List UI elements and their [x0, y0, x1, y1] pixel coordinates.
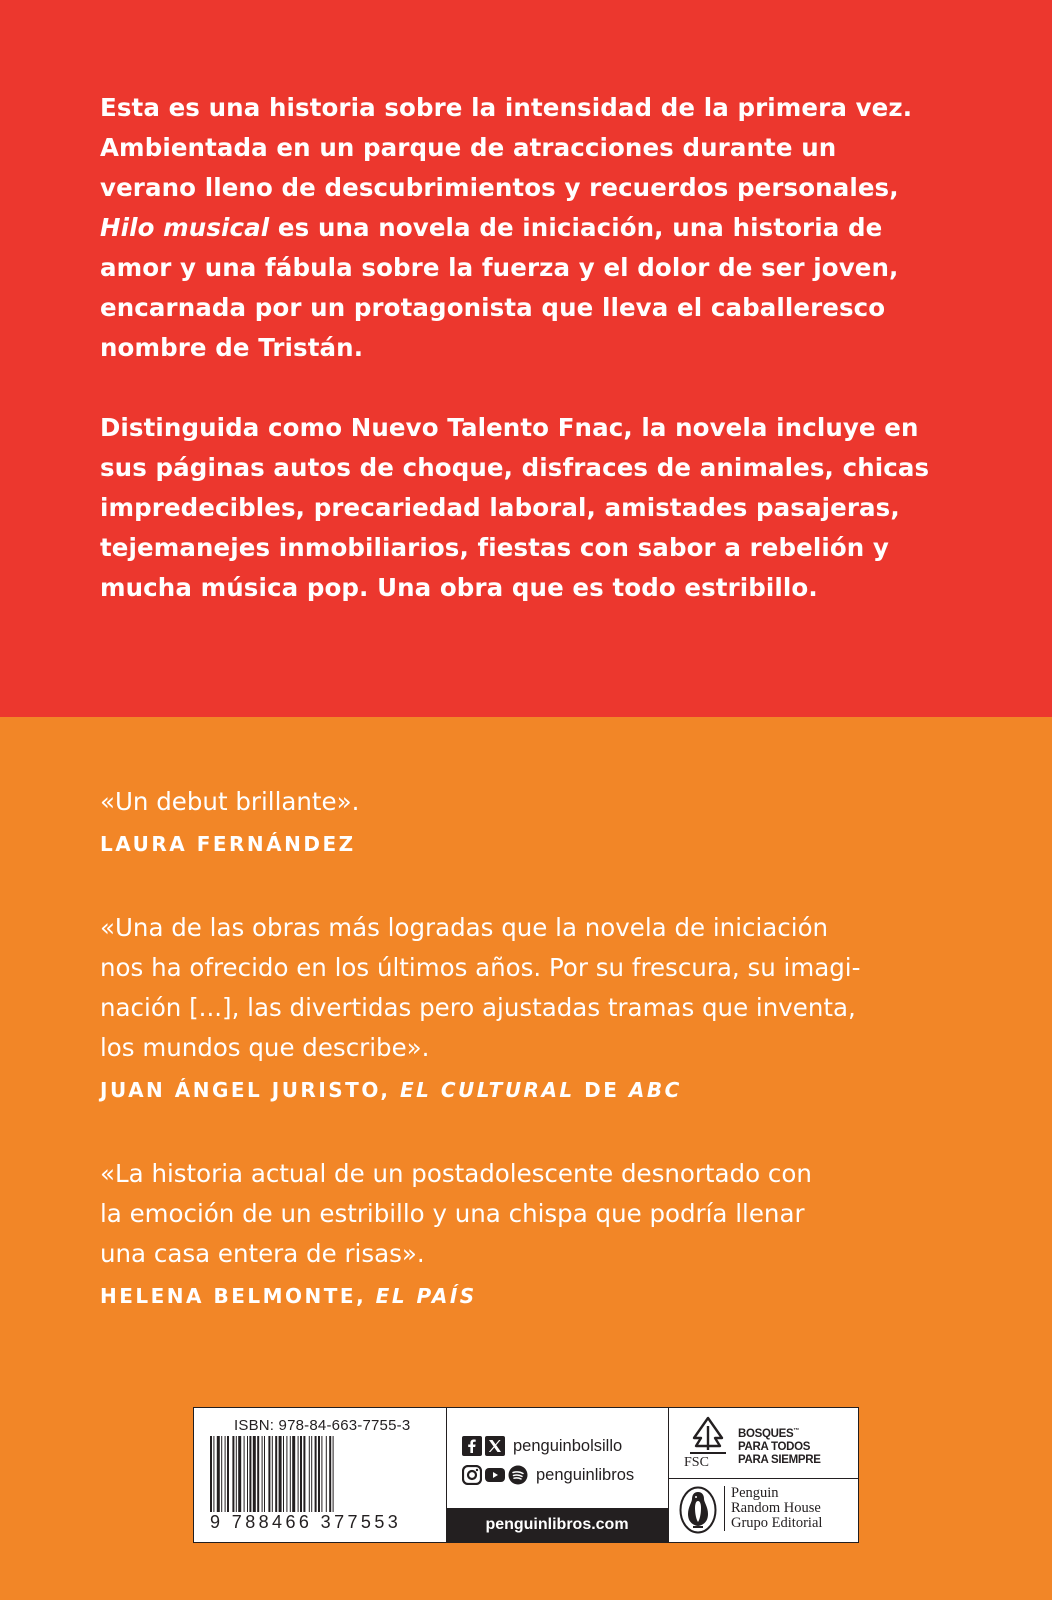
synopsis-paragraph-1 — [100, 88, 930, 368]
fsc-slogan-line — [738, 1425, 821, 1441]
social-row — [462, 1465, 634, 1485]
instagram-icon[interactable] — [462, 1465, 482, 1485]
synopsis-line: amor y una fábula sobre la fuerza y el dolor de ser joven, — [100, 253, 899, 282]
publisher-line: Random House — [731, 1500, 821, 1516]
quote-text — [100, 782, 359, 822]
fsc-slogan-word: BOSQUES — [738, 1427, 794, 1440]
review-quote — [100, 782, 359, 858]
publisher-line: Grupo Editorial — [731, 1515, 823, 1531]
synopsis-line: encarnada por un protagonista que lleva el caballeresco — [100, 293, 886, 322]
book-title: Hilo musical — [100, 213, 270, 242]
quote-line: la emoción de un estribillo y una chispa que podría llenar — [100, 1199, 805, 1228]
isbn-label: ISBN: 978-84-663-7755-3 — [234, 1417, 411, 1434]
author-name: HELENA BELMONTE, — [100, 1284, 367, 1308]
synopsis-line: impredecibles, precariedad laboral, amistades pasajeras, — [100, 493, 900, 522]
quote-line: nos ha ofrecido en los últimos años. Por su frescura, su imagi- — [100, 953, 861, 982]
quote-line: «Un debut brillante». — [100, 787, 360, 816]
quote-author — [100, 1282, 812, 1310]
quote-line: los mundos que describe». — [100, 1033, 430, 1062]
synopsis-line: mucha música pop. Una obra que es todo estribillo. — [100, 573, 818, 602]
author-name: LAURA FERNÁNDEZ — [100, 832, 356, 856]
synopsis-line: nombre de Tristán. — [100, 333, 364, 362]
synopsis-line: verano lleno de descubrimientos y recuerdos personales, — [100, 173, 899, 202]
review-quote — [100, 1154, 812, 1310]
social-section — [446, 1408, 669, 1542]
quote-text — [100, 908, 860, 1068]
quote-text — [100, 1154, 812, 1274]
quote-author — [100, 1076, 860, 1104]
publication-name: EL CULTURAL — [399, 1078, 575, 1102]
x-icon[interactable] — [485, 1436, 505, 1456]
publication-connector: DE — [584, 1078, 620, 1102]
barcode-number: 9 788466 377553 — [210, 1512, 402, 1532]
synopsis-line: Esta es una historia sobre la intensidad de la primera vez. — [100, 93, 913, 122]
publication-name: ABC — [628, 1078, 682, 1102]
synopsis-line — [100, 208, 930, 248]
synopsis-line: tejemanejes inmobiliarios, fiestas con sabor a rebelión y — [100, 533, 890, 562]
publisher-name — [724, 1486, 822, 1531]
facebook-icon[interactable] — [462, 1436, 482, 1456]
author-name: JUAN ÁNGEL JURISTO, — [100, 1078, 391, 1102]
trademark: ™ — [793, 1428, 800, 1434]
fsc-slogan — [738, 1425, 821, 1467]
publisher-line: Penguin — [731, 1485, 779, 1501]
social-handle[interactable]: penguinlibros — [536, 1465, 635, 1484]
publication-name: EL PAÍS — [375, 1284, 477, 1308]
quote-line: nación [...], las divertidas pero ajustadas tramas que inventa, — [100, 993, 856, 1022]
quote-author — [100, 830, 359, 858]
website-link[interactable]: penguinlibros.com — [446, 1508, 668, 1542]
youtube-icon[interactable] — [485, 1465, 505, 1485]
fsc-slogan-line: PARA TODOS — [738, 1440, 811, 1453]
fsc-tree-icon — [686, 1416, 730, 1456]
penguin-logo-icon — [679, 1486, 717, 1534]
fsc-slogan-line: PARA SIEMPRE — [738, 1453, 821, 1466]
fsc-section — [668, 1408, 858, 1479]
synopsis-line: Distinguida como Nuevo Talento Fnac, la novela incluye en — [100, 413, 919, 442]
social-handle[interactable]: penguinbolsillo — [513, 1436, 623, 1455]
synopsis-text — [100, 88, 930, 608]
publisher-section — [668, 1478, 858, 1542]
quote-line: una casa entera de risas». — [100, 1239, 425, 1268]
info-box — [193, 1407, 859, 1543]
barcode-section — [194, 1408, 447, 1542]
synopsis-line: Ambientada en un parque de atracciones durante un — [100, 133, 837, 162]
synopsis-paragraph-2 — [100, 408, 930, 608]
fsc-label: FSC — [684, 1455, 709, 1470]
quote-line: «La historia actual de un postadolescente desnortado con — [100, 1159, 812, 1188]
synopsis-panel — [0, 0, 1052, 717]
spotify-icon[interactable] — [508, 1465, 528, 1485]
synopsis-line: sus páginas autos de choque, disfraces de animales, chicas — [100, 453, 930, 482]
quote-line: «Una de las obras más logradas que la novela de iniciación — [100, 913, 829, 942]
social-row — [462, 1436, 622, 1456]
synopsis-line-rest: es una novela de iniciación, una historia de — [277, 213, 883, 242]
barcode-icon — [210, 1436, 430, 1512]
review-quote — [100, 908, 860, 1104]
